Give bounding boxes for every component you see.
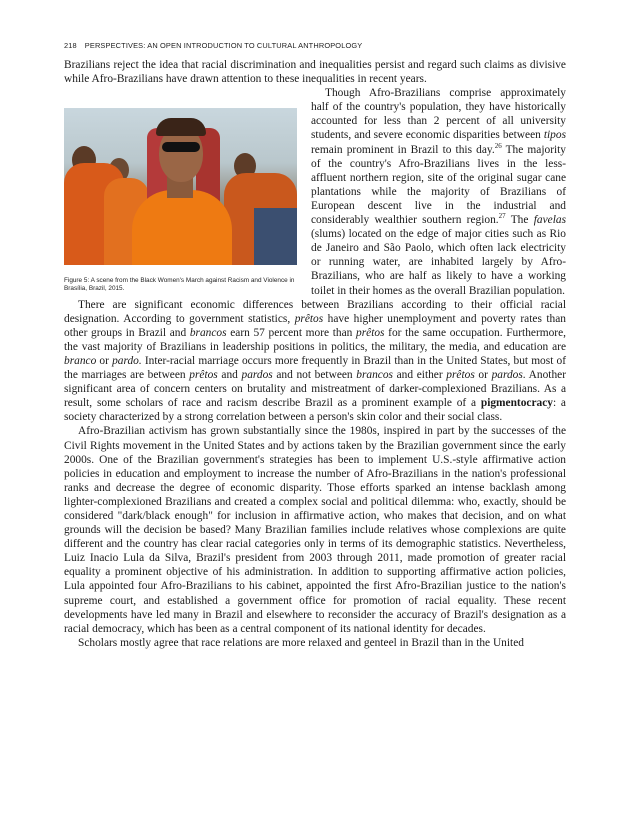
march-photo [64,108,297,265]
running-header [64,41,362,50]
paragraph-2: There are significant economic differences between Brazilians according to their official racial designation. According to government statistics, prêtos have higher unemployment and poverty rates than other groups in Brazil and brancos earn 57 percent more than prêtos for the same occupation. Furthermore, the vast majority of Brazilians in leadership positions in politics, the military, the media, and education are branco or pardo. Inter-racial marriage occurs more frequently in Brazil than in the United States, but most of the marriages are between prêtos and pardos and not between brancos and either prêtos or pardos. Another significant area of concern centers on brutality and mistreatment of darker-complexioned Brazilians. As a result, some scholars of race and racism describe Brazil as a prominent example of a pigmentocracy: a society characterized by a strong correlation between a person's skin color and their social class. [64,298,566,424]
paragraph-4: Scholars mostly agree that race relations are more relaxed and genteel in Brazil than in the United [78,636,524,649]
footnote-ref[interactable]: 26 [494,141,502,150]
paragraph-1: Though Afro-Brazilians comprise approximately half of the country's population, they have historically accounted for less than 2 percent of all university students, and severe economic disparities between tipos remain prominent in Brazil to this day.$^{26}$ The majority of the country's Afro-Brazilians lives in the less-affluent northern region, site of the original sugar cane plantations while the majority of Brazilians of European descent live in the industrial and considerably wealthier southern region.$^{27}$ The favelas (slums) located on the edge of major cities such as Rio de Janeiro and São Paolo, which often lack electricity or running water, are inhabited largely by Afro-Brazilians, who are half as likely to have a working toilet in their homes as the overall Brazilian population. [311,87,567,297]
figure-caption: Figure 5: A scene from the Black Women's March against Racism and Violence in Brasília, Brazil, 2015. [64,277,295,293]
paragraph-0: Brazilians reject the idea that racial discrimination and inequalities persist and regard such claims as divisive while Afro-Brazilians have drawn attention to these inequalities in recent years. [64,59,566,86]
page-number: 218 [64,41,77,50]
footnote-ref[interactable]: 27 [498,212,506,221]
figure [64,108,297,293]
running-title: PERSPECTIVES: AN OPEN INTRODUCTION TO CULTURAL ANTHROPOLOGY [84,41,363,50]
key-term: pigmentocracy [480,397,553,410]
body-text [64,58,566,650]
paragraph-3: Afro-Brazilian activism has grown substantially since the 1980s, inspired in part by the successes of the Civil Rights movement in the United States and by actions taken by the Brazilian government since the early 2000s. One of the Brazilian government's strategies has been to implement U.S.-style affirmative action policies in education and employment to increase the number of Afro-Brazilians in the nation's professional ranks and decrease the degree of economic disparity. Those efforts sparked an intense backlash among lighter-complexioned Brazilians and created a complex social and political dilemma: who, exactly, should be considered "dark/black enough" for inclusion in affirmative action, who makes that decision, and on what grounds will the decision be based? Many Brazilian families include relatives whose complexions are quite different and the country has clear racial categories only in terms of its demographic statistics. Nevertheless, Luiz Inacio Lula da Silva, Brazil's president from 2003 through 2011, made promotion of greater racial equality a prominent objective of his administration. In addition to supporting affirmative action policies, Lula appointed four Afro-Brazilians to his cabinet, appointed the first Afro-Brazilian justice to the nation's supreme court, and established a government office for promotion of racial equality. These recent developments have led many in Brazil and elsewhere to reconsider the accuracy of Brazil's designation as a racial democracy, which has been as a central component of its national identity for decades. [64,425,566,635]
